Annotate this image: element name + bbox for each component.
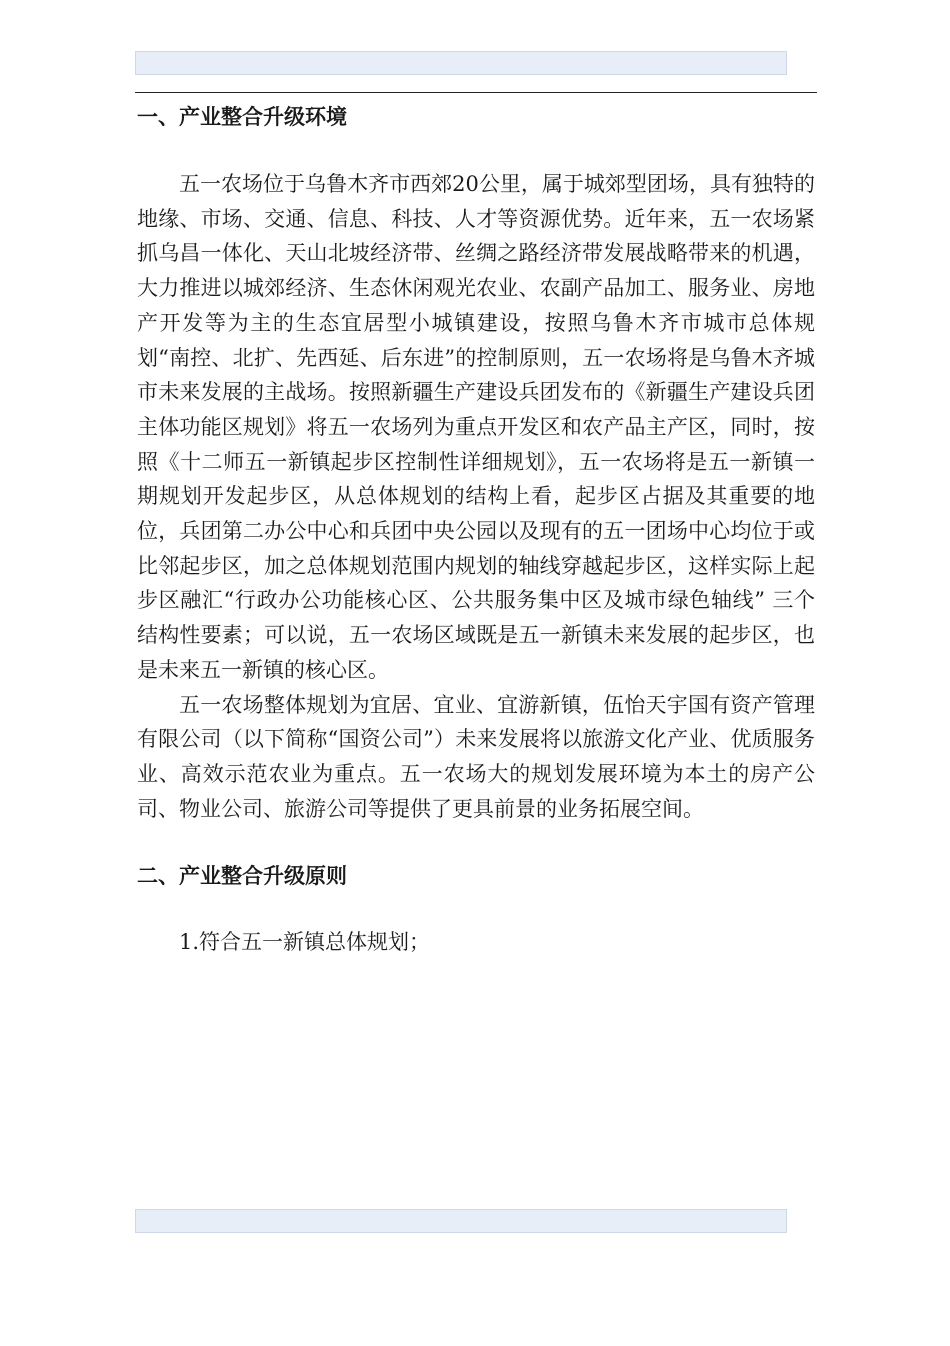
section1-paragraph-1: 五一农场位于乌鲁木齐市西郊20公里，属于城郊型团场，具有独特的地缘、市场、交通、信息、科技、人才等资源优势。近年来，五一农场紧抓乌昌一体化、天山北坡经济带、丝绸之路经济带发展战略带来的机遇，大力推进以城郊经济、生态休闲观光农业、农副产品加工、服务业、房地产开发等为主的生态宜居型小城镇建设，按照乌鲁木齐市城市总体规划“南控、北扩、先西延、后东进”的控制原则，五一农场将是乌鲁木齐城市未来发展的主战场。按照新疆生产建设兵团发布的《新疆生产建设兵团主体功能区规划》将五一农场列为重点开发区和农产品主产区，同时，按照《十二师五一新镇起步区控制性详细规划》，五一农场将是五一新镇一期规划开发起步区，从总体规划的结构上看，起步区占据及其重要的地位，兵团第二办公中心和兵团中央公园以及现有的五一团场中心均位于或比邻起步区，加之总体规划范围内规划的轴线穿越起步区，这样实际上起步区融汇“行政办公功能核心区、公共服务集中区及城市绿色轴线” 三个结构性要素；可以说，五一农场区域既是五一新镇未来发展的起步区，也是未来五一新镇的核心区。	[137, 172, 815, 682]
section2-list-item-1: 1.符合五一新镇总体规划；	[179, 930, 431, 955]
section1-paragraph-2: 五一农场整体规划为宜居、宜业、宜游新镇，伍怡天宇国有资产管理有限公司（以下简称“国资公司”）未来发展将以旅游文化产业、优质服务业、高效示范农业为重点。五一农场大的规划发展环境为本土的房产公司、物业公司、旅游公司等提供了更具前景的业务拓展空间。	[137, 692, 815, 821]
document-body	[137, 100, 815, 960]
header-divider	[135, 92, 817, 93]
section-heading-1: 一、产业整合升级环境	[137, 105, 347, 129]
page-footer-band	[135, 1209, 787, 1233]
section-heading-2: 二、产业整合升级原则	[137, 864, 347, 889]
page-header-band	[135, 51, 787, 75]
